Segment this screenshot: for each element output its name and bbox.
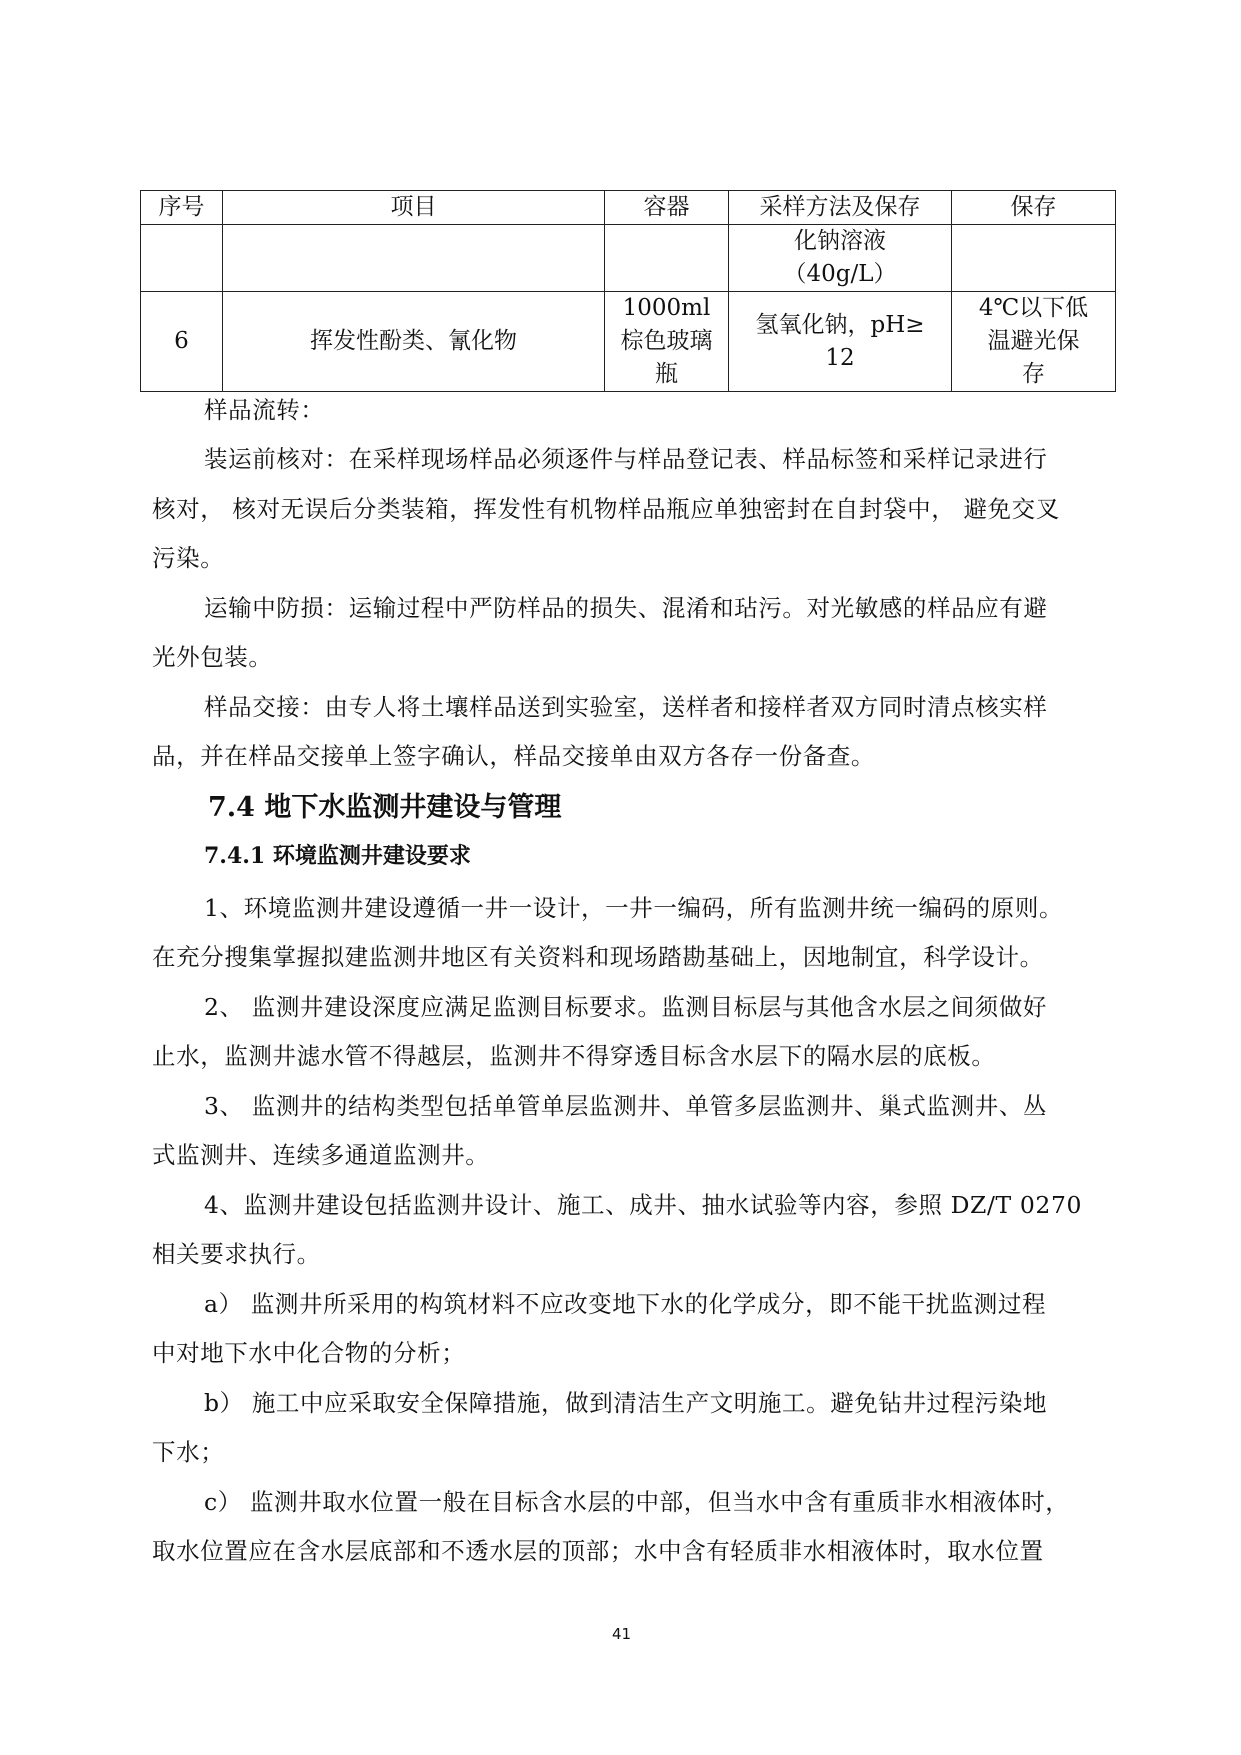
cell-method [729,225,952,292]
paragraph-line: 品，并在样品交接单上签字确认，样品交接单由双方各存一份备查。 [152,742,875,770]
section-heading: 7.4 地下水监测井建设与管理 [208,792,562,823]
paragraph-line: 样品交接：由专人将土壤样品送到实验室，送样者和接样者双方同时清点核实样 [204,693,1048,721]
cell-container [605,292,729,392]
sample-table [140,190,1116,392]
paragraph-line: 4、监测井建设包括监测井设计、施工、成井、抽水试验等内容，参照 DZ/T 0270 [204,1191,1083,1219]
paragraph-line: 3、 监测井的结构类型包括单管单层监测井、单管多层监测井、巢式监测井、丛 [204,1092,1048,1120]
paragraph-line: 下水； [152,1438,225,1466]
paragraph-line: 运输中防损：运输过程中严防样品的损失、混淆和玷污。对光敏感的样品应有避 [204,594,1048,622]
cell-storage [952,225,1116,292]
paragraph-line: 1、环境监测井建设遵循一井一设计，一井一编码，所有监测井统一编码的原则。 [204,894,1064,922]
paragraph-line: 相关要求执行。 [152,1240,321,1268]
cell-item: 挥发性酚类、氰化物 [223,292,605,392]
cell-no: 6 [141,292,223,392]
paragraph-line: b） 施工中应采取安全保障措施，做到清洁生产文明施工。避免钻井过程污染地 [204,1389,1048,1417]
paragraph-line: c） 监测井取水位置一般在目标含水层的中部，但当水中含有重质非水相液体时， [204,1488,1070,1516]
paragraph-line: 取水位置应在含水层底部和不透水层的顶部；水中含有轻质非水相液体时，取水位置 [152,1537,1044,1565]
sample-flow-heading: 样品流转： [204,396,325,424]
table-row [141,292,1116,392]
header-container: 容器 [605,191,729,225]
table-header-row [141,191,1116,225]
page-number: 41 [612,1625,632,1643]
table-row [141,225,1116,292]
cell-no [141,225,223,292]
paragraph-line: 式监测井、连续多通道监测井。 [152,1141,490,1169]
paragraph-line: 在充分搜集掌握拟建监测井地区有关资料和现场踏勘基础上，因地制宜，科学设计。 [152,943,1044,971]
cell-method [729,292,952,392]
cell-method-text: 氢氧化钠，pH≥ 12 [755,311,925,371]
cell-method-text: 化钠溶液 （40g/L） [783,228,897,287]
paragraph-line: 装运前核对：在采样现场样品必须逐件与样品登记表、样品标签和采样记录进行 [204,445,1048,473]
header-method: 采样方法及保存 [729,191,952,225]
header-item: 项目 [223,191,605,225]
cell-container [605,225,729,292]
cell-item [223,225,605,292]
header-no: 序号 [141,191,223,225]
paragraph-line: 2、 监测井建设深度应满足监测目标要求。监测目标层与其他含水层之间须做好 [204,993,1048,1021]
subsection-heading: 7.4.1 环境监测井建设要求 [204,843,471,869]
cell-storage [952,292,1116,392]
paragraph-line: 中对地下水中化合物的分析； [152,1339,466,1367]
cell-storage-text: 4℃以下低 温避光保 存 [978,295,1089,387]
paragraph-line: 光外包装。 [152,643,273,671]
header-storage: 保存 [952,191,1116,225]
cell-container-text: 1000ml 棕色玻璃 瓶 [620,295,713,387]
paragraph-line: a） 监测井所采用的构筑材料不应改变地下水的化学成分，即不能干扰监测过程 [204,1290,1047,1318]
paragraph-line: 污染。 [152,544,225,572]
paragraph-line: 止水，监测井滤水管不得越层，监测井不得穿透目标含水层下的隔水层的底板。 [152,1042,996,1070]
paragraph-line: 核对， 核对无误后分类装箱，挥发性有机物样品瓶应单独密封在自封袋中， 避免交叉 [152,495,1060,523]
